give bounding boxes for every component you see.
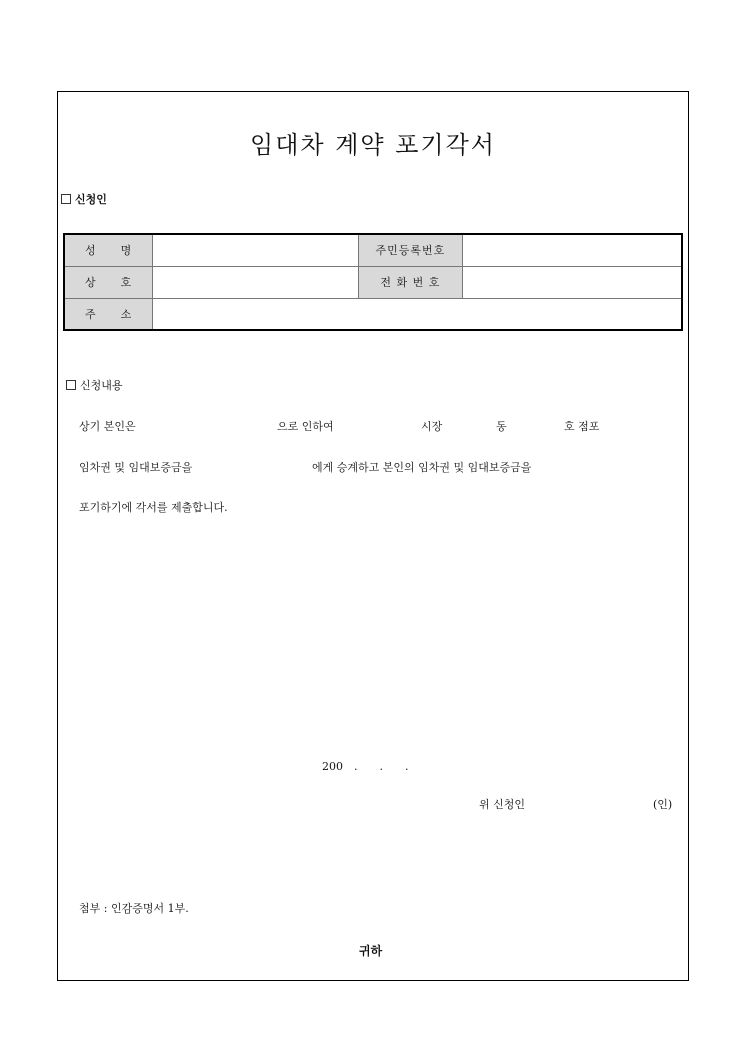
resident-number-label: 주민등록번호 [358, 234, 463, 266]
checkbox-square-icon [61, 194, 71, 204]
content-section-label [66, 377, 123, 393]
name-label: 성 명 [64, 234, 153, 266]
attachment-note: 첨부 : 인감증명서 1부. [79, 902, 189, 915]
content-line2-b: 에게 승계하고 본인의 임차권 및 임대보증금을 [312, 461, 532, 474]
form-frame [57, 91, 689, 981]
phone-number-field[interactable] [463, 266, 682, 298]
business-name-field[interactable] [153, 266, 358, 298]
content-section-text: 신청내용 [80, 379, 123, 392]
content-line1-e: 호 점포 [564, 420, 600, 433]
name-field[interactable] [153, 234, 358, 266]
signature-label: 위 신청인 [479, 798, 526, 811]
content-line3: 포기하기에 각서를 제출합니다. [79, 501, 228, 514]
content-line1-a: 상기 본인은 [79, 420, 136, 433]
content-line1-d: 동 [496, 420, 507, 433]
resident-number-field[interactable] [463, 234, 682, 266]
addressee: 귀하 [359, 944, 383, 958]
business-name-label: 상 호 [64, 266, 153, 298]
seal-mark: (인) [653, 798, 673, 811]
table-row [64, 298, 682, 330]
address-field[interactable] [153, 298, 682, 330]
content-line1-b: 으로 인하여 [277, 420, 334, 433]
date-line: 200 . . . [322, 760, 409, 773]
content-line2-a: 임차권 및 임대보증금을 [79, 461, 193, 474]
table-row [64, 266, 682, 298]
page-title: 임대차 계약 포기각서 [250, 131, 496, 159]
applicant-section-label [61, 191, 107, 207]
applicant-section-text: 신청인 [75, 193, 107, 206]
table-row [64, 234, 682, 266]
applicant-info-table [63, 233, 683, 331]
checkbox-square-icon [66, 380, 76, 390]
phone-number-label: 전 화 번 호 [358, 266, 463, 298]
address-label: 주 소 [64, 298, 153, 330]
content-line1-c: 시장 [421, 420, 443, 433]
